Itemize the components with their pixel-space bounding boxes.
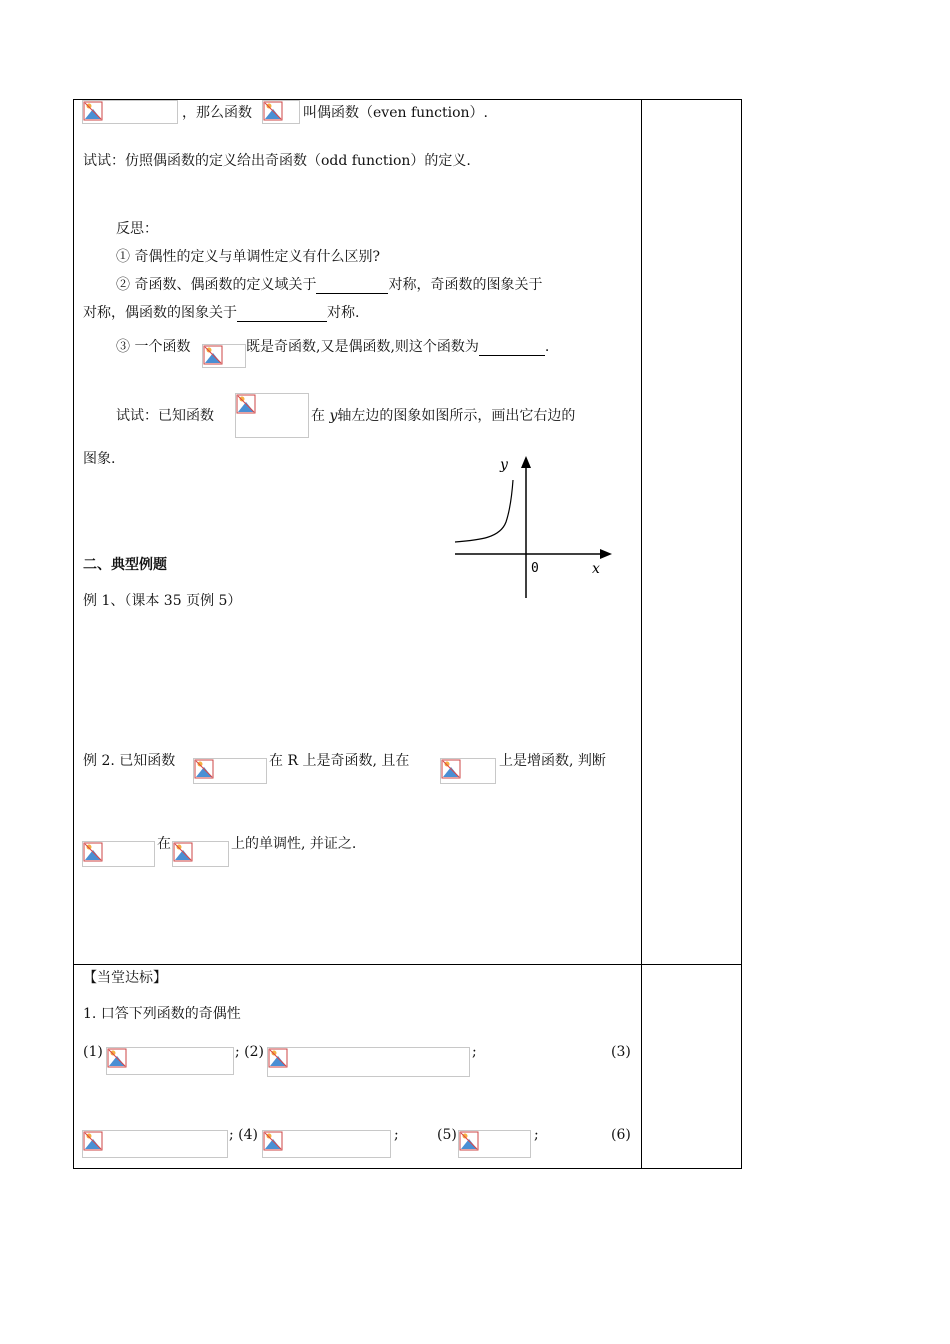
example-2-e: 上的单调性, 并证之. — [231, 836, 357, 852]
example-1: 例 1、（课本 35 页例 5） — [83, 593, 242, 609]
y-axis-arrow — [521, 456, 531, 468]
broken-image-icon — [203, 345, 223, 365]
example-2-d: 在 — [157, 836, 171, 852]
reflect-2d: 对称，偶函数的 — [83, 305, 181, 321]
reflect-item-2 — [116, 276, 542, 294]
formula-image-given-function — [235, 393, 309, 438]
try-odd-definition: 试试：仿照偶函数的定义给出奇函数（odd function）的定义. — [83, 153, 471, 169]
item-number-5: (5) — [437, 1127, 457, 1143]
try-graph-y: y — [329, 408, 338, 424]
formula-image-q3 — [82, 1130, 228, 1158]
try-graph-d: 图象. — [83, 451, 116, 467]
broken-image-icon — [459, 1131, 479, 1151]
broken-image-icon — [173, 842, 193, 862]
item-number-3: (3) — [611, 1044, 631, 1060]
even-def-text-a: ，那么函数 — [182, 105, 252, 121]
broken-image-icon — [83, 1131, 103, 1151]
table-border-bottom — [73, 1168, 742, 1169]
reflect-3a: ③ 一个函数 — [116, 339, 191, 355]
reflect-2f: 对称. — [327, 305, 360, 321]
question-1: 1. 口答下列函数的奇偶性 — [83, 1006, 241, 1022]
formula-image-q5 — [458, 1130, 531, 1158]
broken-image-icon — [194, 759, 214, 779]
item-number-1: (1) — [83, 1044, 103, 1060]
formula-image-ex2-function — [193, 758, 267, 784]
formula-image-ex2-target-interval — [172, 841, 229, 867]
formula-image-ex2-interval — [440, 758, 496, 784]
item-separator: ; — [534, 1127, 539, 1143]
broken-image-icon — [441, 759, 461, 779]
item-number-6: (6) — [611, 1127, 631, 1143]
fill-blank — [237, 307, 327, 322]
formula-image-q1 — [106, 1047, 234, 1075]
in-class-target-title: 【当堂达标】 — [83, 970, 167, 986]
try-graph-line — [311, 407, 575, 425]
table-row-divider — [73, 964, 742, 965]
item-separator: ; — [472, 1044, 477, 1060]
formula-image-even-condition — [82, 100, 178, 124]
broken-image-icon — [236, 394, 256, 414]
try-graph-b: 在 — [311, 408, 325, 424]
table-border-right — [741, 99, 742, 1169]
item-separator: ; — [394, 1127, 399, 1143]
reflect-title: 反思： — [116, 221, 158, 237]
formula-image-q2 — [267, 1047, 470, 1077]
broken-image-icon — [268, 1048, 288, 1068]
broken-image-icon — [263, 1131, 283, 1151]
example-2-a: 例 2. 已知函数 — [83, 753, 176, 769]
formula-image-zero-function — [202, 344, 246, 368]
formula-image-ex2-target — [82, 841, 155, 867]
reflect-2b: 域关于 — [274, 277, 317, 293]
reflect-3d: . — [544, 339, 550, 355]
reflect-2a: ② 奇函数、偶函数的定义 — [116, 277, 275, 293]
x-axis-label: x — [592, 561, 600, 577]
formula-image-f — [262, 100, 300, 124]
fill-blank — [316, 279, 388, 294]
reflect-item-3 — [246, 338, 549, 356]
reflect-item-2-cont — [83, 304, 359, 322]
reflect-2e: 图象关于 — [181, 305, 237, 321]
example-2-c: 上是增函数, 判断 — [499, 753, 606, 769]
reflect-item-1: ① 奇偶性的定义与单调性定义有什么区别? — [116, 249, 380, 265]
even-def-text-b: 叫偶函数（even function）. — [303, 105, 489, 121]
x-axis-arrow — [600, 549, 612, 559]
broken-image-icon — [83, 842, 103, 862]
broken-image-icon — [83, 101, 103, 121]
table-border-left — [73, 99, 74, 1169]
reflect-3c: 又是偶函数,则这个函数为 — [320, 339, 479, 355]
item-number-2: ; (2) — [235, 1044, 264, 1060]
broken-image-icon — [263, 101, 283, 121]
section-typical-examples-title: 二、典型例题 — [83, 557, 167, 573]
reflect-3b: 既是奇函数, — [246, 339, 321, 355]
item-number-4: ; (4) — [229, 1127, 258, 1143]
formula-image-q4 — [262, 1130, 391, 1158]
origin-label: 0 — [531, 561, 539, 576]
broken-image-icon — [107, 1048, 127, 1068]
try-graph-c: 轴左边的图象如图所示，画出它右边的 — [337, 408, 576, 424]
example-2-b: 在 R 上是奇函数, 且在 — [269, 753, 410, 769]
function-curve — [455, 480, 513, 542]
y-axis-label: y — [500, 457, 508, 473]
function-graph — [450, 452, 620, 602]
reflect-2c: 对称，奇函数的图象关于 — [388, 277, 543, 293]
try-graph-a: 试试：已知函数 — [116, 408, 214, 424]
table-column-divider — [641, 99, 642, 1169]
fill-blank — [479, 341, 545, 356]
